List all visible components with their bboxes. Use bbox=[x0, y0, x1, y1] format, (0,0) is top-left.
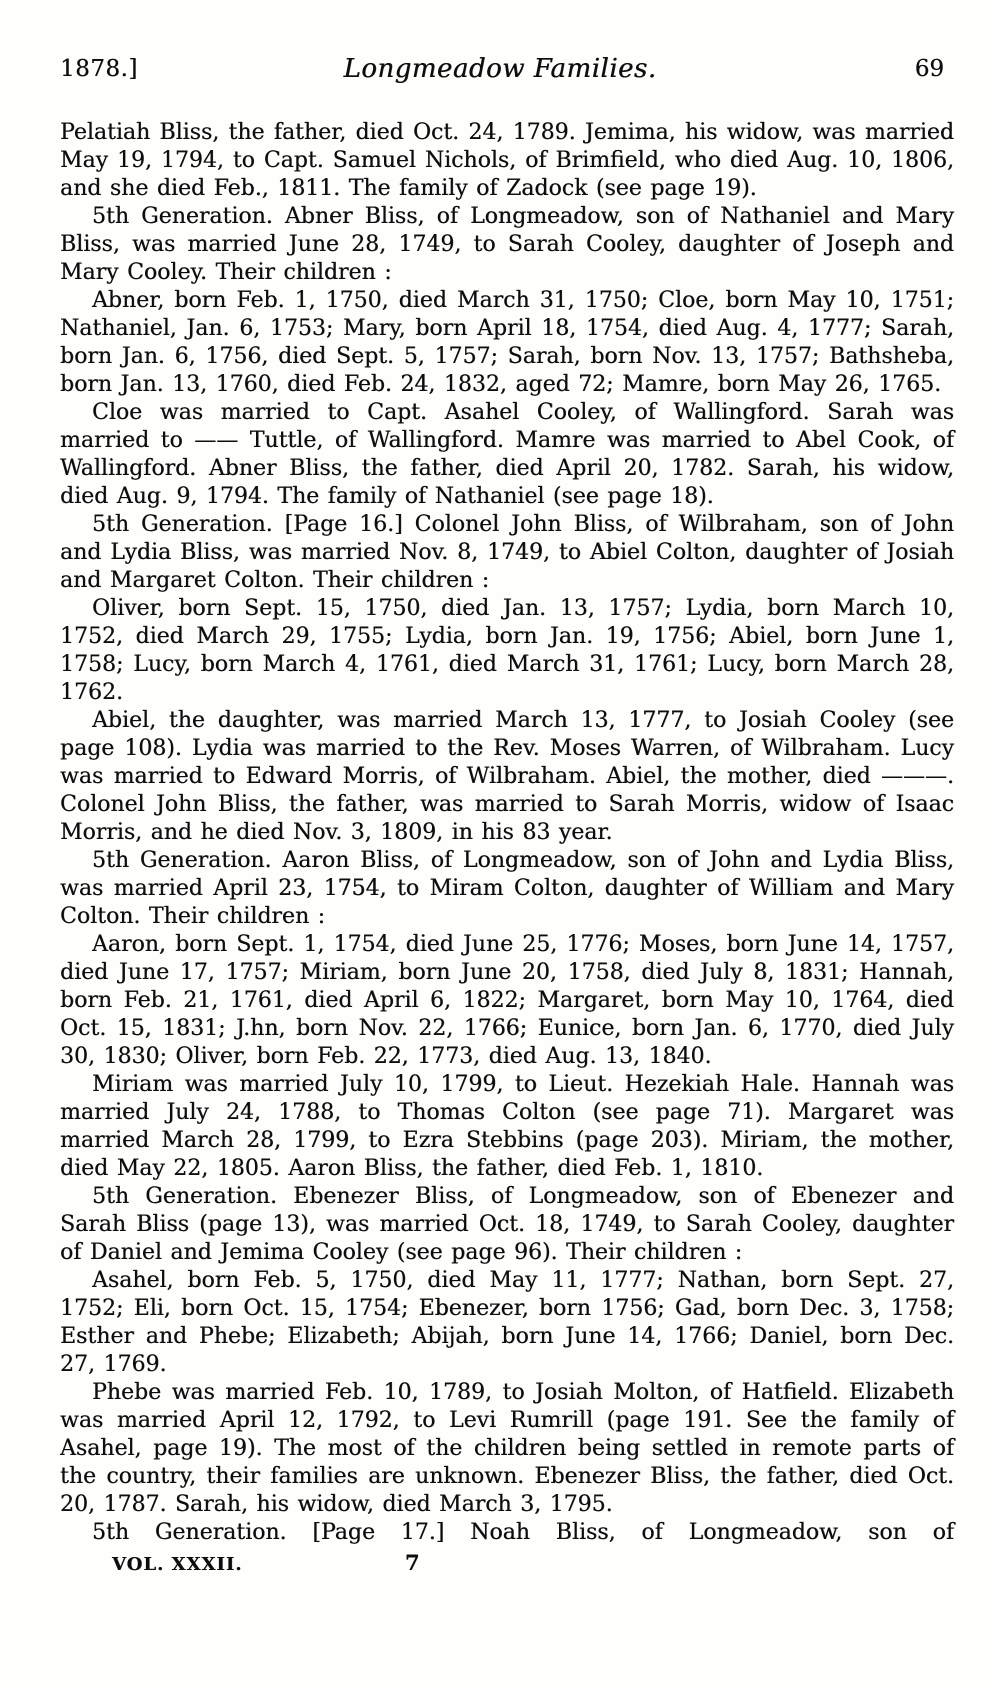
signature-number: 7 bbox=[404, 1550, 421, 1575]
header-page-number: 69 bbox=[914, 56, 944, 82]
paragraph-ebenezer-bliss-heading: 5th Generation. Ebenezer Bliss, of Longmeadow, son of Ebenezer and Sarah Bliss (page 13), was married Oct. 18, 1749, to Sarah Cooley, daughter of Daniel and Jemima Cooley (see page 96). Their children : bbox=[60, 1184, 954, 1265]
paragraph-abner-marriages: Cloe was married to Capt. Asahel Cooley, of Wallingford. Sarah was married to —— Tuttle, of Wallingford. Mamre was married to Abel Cook, of Wallingford. Abner Bliss, the father, died April 20, 1782. Sarah, his widow, died Aug. 9, 1794. The family of Nathaniel (see page 18). bbox=[60, 400, 954, 509]
header-year: 1878.] bbox=[60, 56, 138, 82]
paragraph-aaron-bliss-heading: 5th Generation. Aaron Bliss, of Longmeadow, son of John and Lydia Bliss, was married April 23, 1754, to Miram Colton, daughter of William and Mary Colton. Their children : bbox=[60, 848, 954, 929]
paragraph-aaron-children: Aaron, born Sept. 1, 1754, died June 25, 1776; Moses, born June 14, 1757, died June 17, 1757; Miriam, born June 20, 1758, died July 8, 1831; Hannah, born Feb. 21, 1761, died April 6, 1822; Margaret, born May 10, 1764, died Oct. 15, 1831; J.hn, born Nov. 22, 1766; Eunice, born Jan. 6, 1770, died July 30, 1830; Oliver, born Feb. 22, 1773, died Aug. 13, 1840. bbox=[60, 932, 954, 1069]
page-body bbox=[60, 119, 954, 1547]
paragraph-aaron-marriages: Miriam was married July 10, 1799, to Lieut. Hezekiah Hale. Hannah was married July 24, 1788, to Thomas Colton (see page 71). Margaret was married March 28, 1799, to Ezra Stebbins (page 203). Miriam, the mother, died May 22, 1805. Aaron Bliss, the father, died Feb. 1, 1810. bbox=[60, 1072, 954, 1181]
page-footer bbox=[60, 1550, 954, 1575]
paragraph-john-marriages: Abiel, the daughter, was married March 13, 1777, to Josiah Cooley (see page 108). Lydia was married to the Rev. Moses Warren, of Wilbraham. Lucy was married to Edward Morris, of Wilbraham. Abiel, the mother, died ———. Colonel John Bliss, the father, was married to Sarah Morris, widow of Isaac Morris, and he died Nov. 3, 1809, in his 83 year. bbox=[60, 708, 954, 845]
volume-label: VOL. XXXII. bbox=[112, 1554, 243, 1575]
paragraph-ebenezer-children: Asahel, born Feb. 5, 1750, died May 11, 1777; Nathan, born Sept. 27, 1752; Eli, born Oct. 15, 1754; Ebenezer, born 1756; Gad, born Dec. 3, 1758; Esther and Phebe; Elizabeth; Abijah, born June 14, 1766; Daniel, born Dec. 27, 1769. bbox=[60, 1268, 954, 1377]
paragraph-john-children: Oliver, born Sept. 15, 1750, died Jan. 13, 1757; Lydia, born March 10, 1752, died March 29, 1755; Lydia, born Jan. 19, 1756; Abiel, born June 1, 1758; Lucy, born March 4, 1761, died March 31, 1761; Lucy, born March 28, 1762. bbox=[60, 596, 954, 705]
paragraph-noah-bliss-heading: 5th Generation. [Page 17.] Noah Bliss, of Longmeadow, son of bbox=[92, 1520, 954, 1545]
paragraph-ebenezer-marriages: Phebe was married Feb. 10, 1789, to Josiah Molton, of Hatfield. Elizabeth was married April 12, 1792, to Levi Rumrill (page 191. See the family of Asahel, page 19). The most of the children being settled in remote parts of the country, their families are unknown. Ebenezer Bliss, the father, died Oct. 20, 1787. Sarah, his widow, died March 3, 1795. bbox=[60, 1380, 954, 1517]
header-title: Longmeadow Families. bbox=[343, 54, 657, 84]
paragraph-abner-children: Abner, born Feb. 1, 1750, died March 31, 1750; Cloe, born May 10, 1751; Nathaniel, Jan. 6, 1753; Mary, born April 18, 1754, died Aug. 4, 1777; Sarah, born Jan. 6, 1756, died Sept. 5, 1757; Sarah, born Nov. 13, 1757; Bathsheba, born Jan. 13, 1760, died Feb. 24, 1832, aged 72; Mamre, born May 26, 1765. bbox=[60, 288, 954, 397]
running-head bbox=[0, 0, 1000, 94]
paragraph-pelatiah-bliss: Pelatiah Bliss, the father, died Oct. 24, 1789. Jemima, his widow, was married May 19, 1794, to Capt. Samuel Nichols, of Brimfield, who died Aug. 10, 1806, and she died Feb., 1811. The family of Zadock (see page 19). bbox=[60, 120, 954, 201]
paragraph-john-bliss-heading: 5th Generation. [Page 16.] Colonel John Bliss, of Wilbraham, son of John and Lydia Bliss, was married Nov. 8, 1749, to Abiel Colton, daughter of Josiah and Margaret Colton. Their children : bbox=[60, 512, 954, 593]
paragraph-abner-bliss-heading: 5th Generation. Abner Bliss, of Longmeadow, son of Nathaniel and Mary Bliss, was married June 28, 1749, to Sarah Cooley, daughter of Joseph and Mary Cooley. Their children : bbox=[60, 204, 954, 285]
